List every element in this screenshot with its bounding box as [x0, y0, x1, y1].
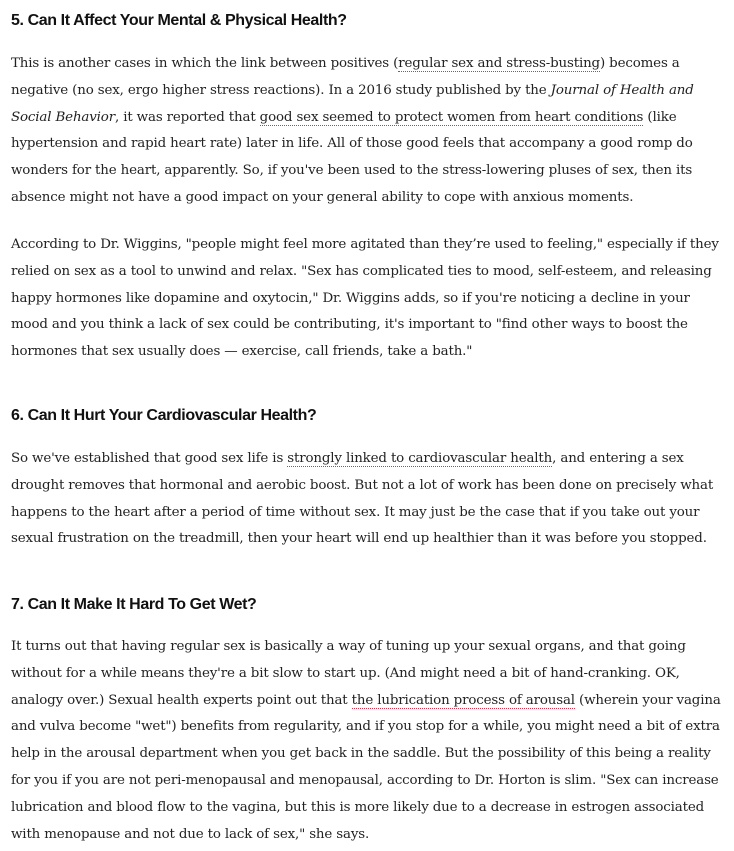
paragraph-text: , and entering a sex drought removes that hormonal and aerobic boost. But not a lot of work has been done on precisely what happens to the heart after a period of time without sex. It may just be the case that if you take out your sexual frustration on the treadmill, then your heart will end up healthier than it was before you stopped. [11, 451, 714, 547]
link-regular-sex-stress-busting[interactable]: regular sex and stress-busting [398, 56, 600, 71]
paragraph-cardiovascular [11, 446, 723, 553]
paragraph-text: ) becomes a negative (no sex, ergo higher stress reactions). In a 2016 study published by the [11, 56, 680, 98]
paragraph-stress-study [11, 51, 723, 212]
paragraph-text: It turns out that having regular sex is basically a way of tuning up your sexual organs, and that going without for a while means they're a bit slow to start up. (And might need a bit of hand-cranking. OK, analogy over.) Sexual health experts point out that [11, 639, 686, 708]
paragraph-text: (like hypertension and rapid heart rate) later in life. All of those good feels that accompany a good romp do wonders for the heart, apparently. So, if you've been used to the stress-lowering pluses of sex, then its absence might not have a good impact on your general ability to cope with anxious moments. [11, 109, 693, 205]
paragraph-dr-wiggins-quote: According to Dr. Wiggins, "people might feel more agitated than they’re used to feeling," especially if they relied on sex as a tool to unwind and relax. "Sex has complicated ties to mood, self-esteem, and releasing happy hormones like dopamine and oxytocin," Dr. Wiggins adds, so if you're noticing a decline in your mood and you think a lack of sex could be contributing, it's important to "find other ways to boost the hormones that sex usually does — exercise, call friends, take a bath." [11, 237, 719, 360]
paragraph-text: So we've established that good sex life is [11, 451, 288, 466]
paragraph-text: This is another cases in which the link between positives ( [11, 56, 399, 71]
paragraph-text: (wherein your vagina and vulva become "wet") benefits from regularity, and if you stop for a while, you might need a bit of extra help in the arousal department when you get back in the saddle. But the possibility of this being a reality for you if you are not peri-menopausal and menopausal, according to Dr. Horton is slim. "Sex can increase lubrication and blood flow to the vagina, but this is more likely due to a decrease in estrogen associated with menopause and not due to lack of sex," she says. [11, 692, 721, 842]
link-good-sex-protect-heart[interactable]: good sex seemed to protect women from heart conditions [259, 109, 644, 125]
link-cardiovascular-health[interactable]: strongly linked to cardiovascular health [287, 451, 553, 466]
link-lubrication-process[interactable]: the lubrication process of arousal [351, 692, 575, 708]
paragraph-lubrication [11, 634, 723, 848]
journal-title: Journal of Health and Social Behavior [11, 82, 694, 125]
section-heading-cardiovascular-health: 6. Can It Hurt Your Cardiovascular Health? [11, 407, 317, 424]
paragraph-text: , it was reported that [114, 109, 260, 125]
section-heading-hard-to-get-wet: 7. Can It Make It Hard To Get Wet? [11, 596, 257, 613]
section-heading-mental-physical-health: 5. Can It Affect Your Mental & Physical Health? [11, 12, 347, 29]
